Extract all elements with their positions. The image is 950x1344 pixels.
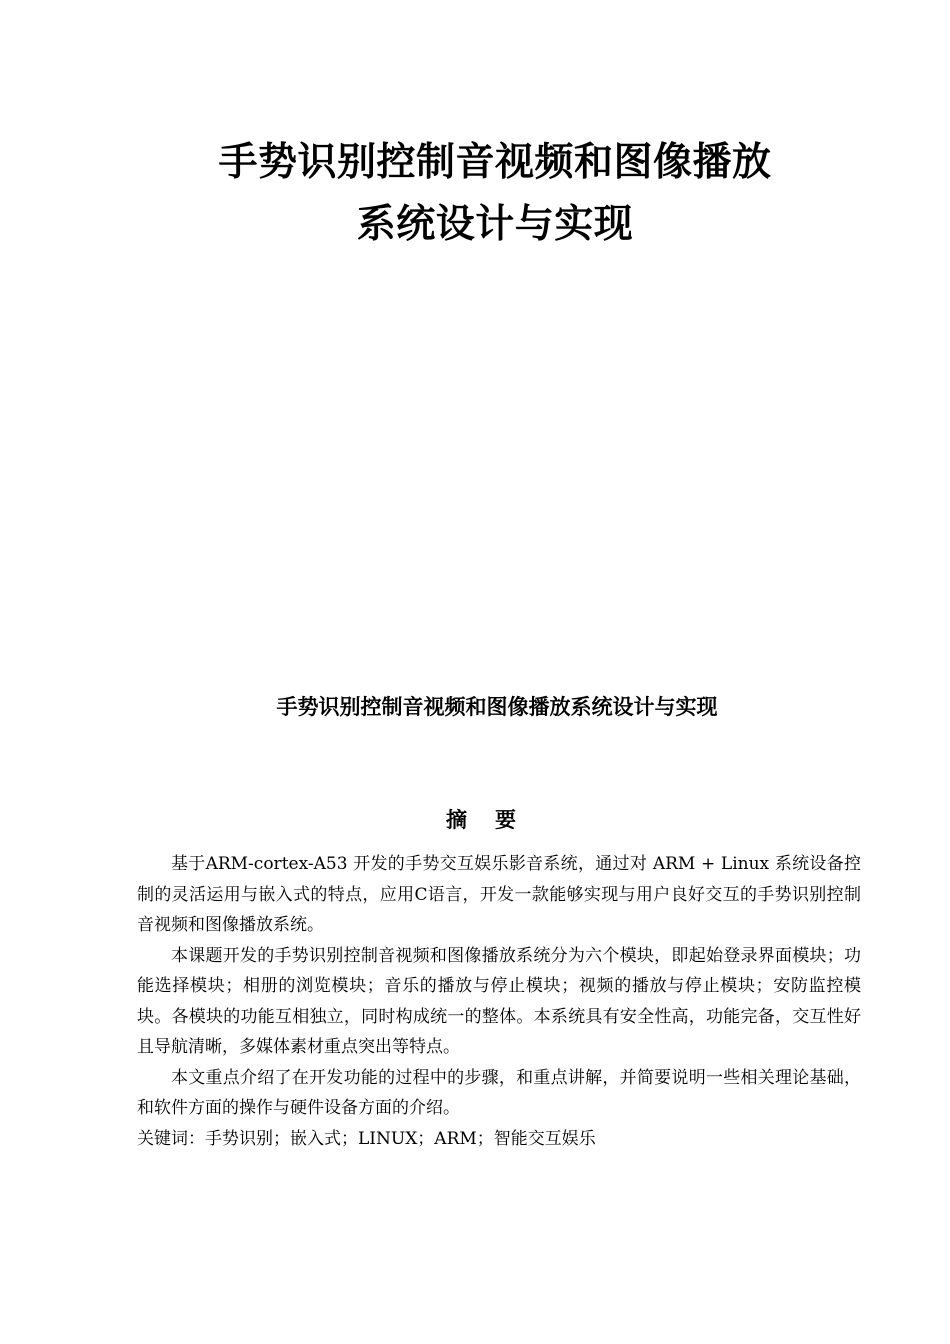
abstract-paragraph-1: 基于ARM-cortex-A53 开发的手势交互娱乐影音系统，通过对 ARM + Linux 系统设备控制的灵活运用与嵌入式的特点，应用C语言，开发一款能够实现与用户良好交互的手势识别控制音视频和图像播放系统。 [137,854,861,935]
cover-title-line-2: 系统设计与实现 [356,202,634,247]
cover-title-line-1: 手势识别控制音视频和图像播放 [218,140,772,185]
abstract-heading: 摘要 [446,808,544,832]
abstract-page-title: 手势识别控制音视频和图像播放系统设计与实现 [276,695,718,719]
abstract-paragraph-2: 本课题开发的手势识别控制音视频和图像播放系统分为六个模块，即起始登录界面模块；功能选择模块；相册的浏览模块；音乐的播放与停止模块；视频的播放与停止模块；安防监控模块。各模块的功能互相独立，同时构成统一的整体。本系统具有安全性高，功能完备，交互性好且导航清晰，多媒体素材重点突出等特点。 [137,945,861,1057]
abstract-paragraph-3: 本文重点介绍了在开发功能的过程中的步骤，和重点讲解，并简要说明一些相关理论基础，和软件方面的操作与硬件设备方面的介绍。 [137,1067,861,1118]
abstract-body [137,849,861,1154]
keywords-line: 关键词：手势识别；嵌入式；LINUX；ARM；智能交互娱乐 [137,1128,596,1149]
